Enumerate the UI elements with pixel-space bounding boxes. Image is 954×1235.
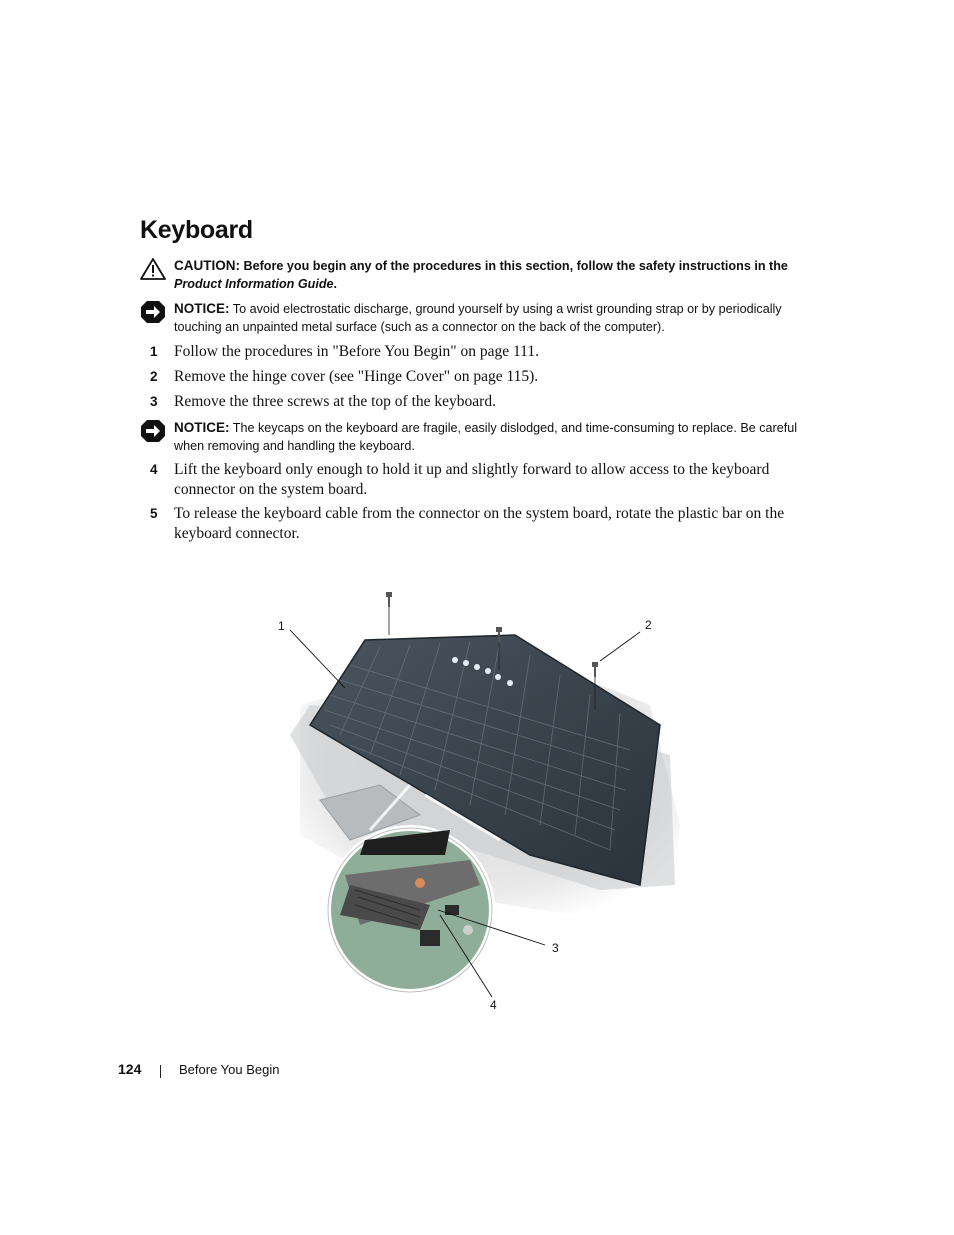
- notice-keycaps: [140, 419, 820, 455]
- step-number: 1: [150, 344, 158, 359]
- warning-triangle-icon: [140, 257, 166, 281]
- caution-reference: Product Information Guide: [174, 276, 334, 291]
- callout-3: 3: [552, 941, 559, 955]
- notice-arrow-icon: [140, 419, 166, 443]
- step-number: 4: [150, 462, 158, 477]
- footer-divider: [160, 1065, 161, 1078]
- step-3: [150, 392, 810, 412]
- step-2: [150, 367, 810, 387]
- step-text: Follow the procedures in "Before You Begin" on page 111.: [174, 343, 539, 360]
- step-text: To release the keyboard cable from the connector on the system board, rotate the plastic bar on the keyboard connector.: [174, 505, 785, 542]
- notice-text: To avoid electrostatic discharge, ground yourself by using a wrist grounding strap or by periodically touching an unpainted metal surface (such as a connector on the back of the computer).: [174, 302, 782, 334]
- notice-arrow-icon: [140, 300, 166, 324]
- callout-2: 2: [645, 618, 652, 632]
- page-title: Keyboard: [140, 216, 253, 244]
- step-number: 5: [150, 506, 158, 521]
- page-number: 124: [118, 1061, 142, 1077]
- caution-end: .: [333, 276, 338, 291]
- step-5: [150, 504, 810, 544]
- keyboard-removal-figure: [270, 585, 690, 1025]
- notice-label: NOTICE:: [174, 301, 230, 316]
- step-text: Remove the hinge cover (see "Hinge Cover" on page 115).: [174, 368, 539, 385]
- callout-4: 4: [490, 998, 497, 1012]
- footer-section-title: Before You Begin: [179, 1062, 280, 1077]
- callout-1: 1: [278, 619, 285, 633]
- caution-text: Before you begin any of the procedures in this section, follow the safety instructions in the: [243, 259, 788, 273]
- step-number: 2: [150, 369, 158, 384]
- step-1: [150, 342, 810, 362]
- caution-note: [140, 257, 820, 293]
- step-text: Lift the keyboard only enough to hold it up and slightly forward to allow access to the keyboard connector on the system board.: [174, 461, 770, 498]
- step-number: 3: [150, 394, 158, 409]
- notice-text: The keycaps on the keyboard are fragile, easily dislodged, and time-consuming to replace. Be careful when removing and handling the keyboard.: [174, 421, 798, 453]
- step-text: Remove the three screws at the top of the keyboard.: [174, 393, 496, 410]
- keyboard-illustration: [270, 585, 690, 1025]
- caution-label: CAUTION:: [174, 258, 240, 273]
- notice-label: NOTICE:: [174, 420, 230, 435]
- notice-esd: [140, 300, 820, 336]
- step-4: [150, 460, 810, 500]
